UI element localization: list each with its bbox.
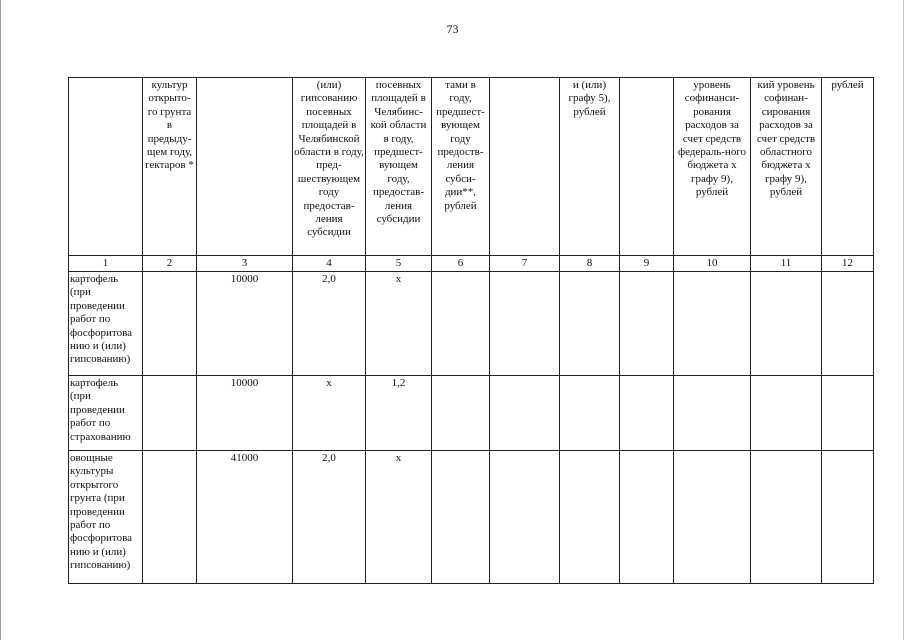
table-cell: 10000 [197,376,293,451]
header-row [69,78,874,256]
page-edge-left [0,0,1,640]
table-cell [432,272,490,376]
table-cell [560,376,620,451]
table-row [69,272,874,376]
table-cell [674,272,751,376]
column-number: 9 [620,256,674,272]
header-cell-8: и (или) графу 5), рублей [560,78,620,256]
table-cell [143,451,197,584]
column-number: 11 [751,256,822,272]
column-number: 4 [293,256,366,272]
table-cell: 41000 [197,451,293,584]
table-cell [822,272,874,376]
header-cell-10: уровень софинанси-рования расходов за счет средств федераль-ного бюджета x графу 9), рублей [674,78,751,256]
table-cell: 2,0 [293,451,366,584]
table-cell: 1,2 [366,376,432,451]
column-number: 5 [366,256,432,272]
table-cell [620,272,674,376]
header-cell-5: посевных площадей в Челябинс-кой области в году, предшест-вующем году, предостав-ления субсидии [366,78,432,256]
header-cell-12: рублей [822,78,874,256]
table-cell [751,451,822,584]
column-number: 7 [490,256,560,272]
table-cell: 2,0 [293,272,366,376]
header-cell-4: (или) гипсованию посевных площадей в Челябинской области в году, пред-шествующем году предостав-ления субсидии [293,78,366,256]
table-cell [822,376,874,451]
table-cell [560,451,620,584]
page-number: 73 [446,22,459,36]
header-cell-6: тами в году, предшест-вующем году предоств-ления субси-дии**, рублей [432,78,490,256]
column-number: 2 [143,256,197,272]
header-cell-1 [69,78,143,256]
table-row [69,376,874,451]
table-cell [560,272,620,376]
column-number: 1 [69,256,143,272]
table-cell [620,376,674,451]
column-number: 6 [432,256,490,272]
table-cell [490,272,560,376]
table-cell [432,451,490,584]
table-cell: х [293,376,366,451]
column-number: 10 [674,256,751,272]
crop-name: овощные культуры открытого грунта (при проведении работ по фосфоритова нию и (или) гипсованию) [69,451,143,584]
header-cell-9 [620,78,674,256]
table-cell [620,451,674,584]
table-cell [143,272,197,376]
table-cell [490,451,560,584]
table-cell [751,272,822,376]
table-row [69,451,874,584]
table-cell [674,376,751,451]
crop-name: картофель (при проведении работ по страхованию [69,376,143,451]
table-cell: х [366,451,432,584]
column-number: 8 [560,256,620,272]
table-cell [432,376,490,451]
header-cell-11: кий уровень софинан-сирования расходов за счет средств областного бюджета x графу 9), рублей [751,78,822,256]
column-number: 3 [197,256,293,272]
table-cell: 10000 [197,272,293,376]
table-cell [490,376,560,451]
header-cell-3 [197,78,293,256]
table-cell [822,451,874,584]
column-number: 12 [822,256,874,272]
subsidy-table [68,77,874,584]
table-cell [751,376,822,451]
table-cell: х [366,272,432,376]
column-number-row [69,256,874,272]
crop-name: картофель (при проведении работ по фосфоритова нию и (или) гипсованию) [69,272,143,376]
header-cell-7 [490,78,560,256]
table-cell [143,376,197,451]
table-cell [674,451,751,584]
page-edge-right [903,0,904,640]
header-cell-2: культур открыто-го грунта в предыду-щем году, гектаров * [143,78,197,256]
